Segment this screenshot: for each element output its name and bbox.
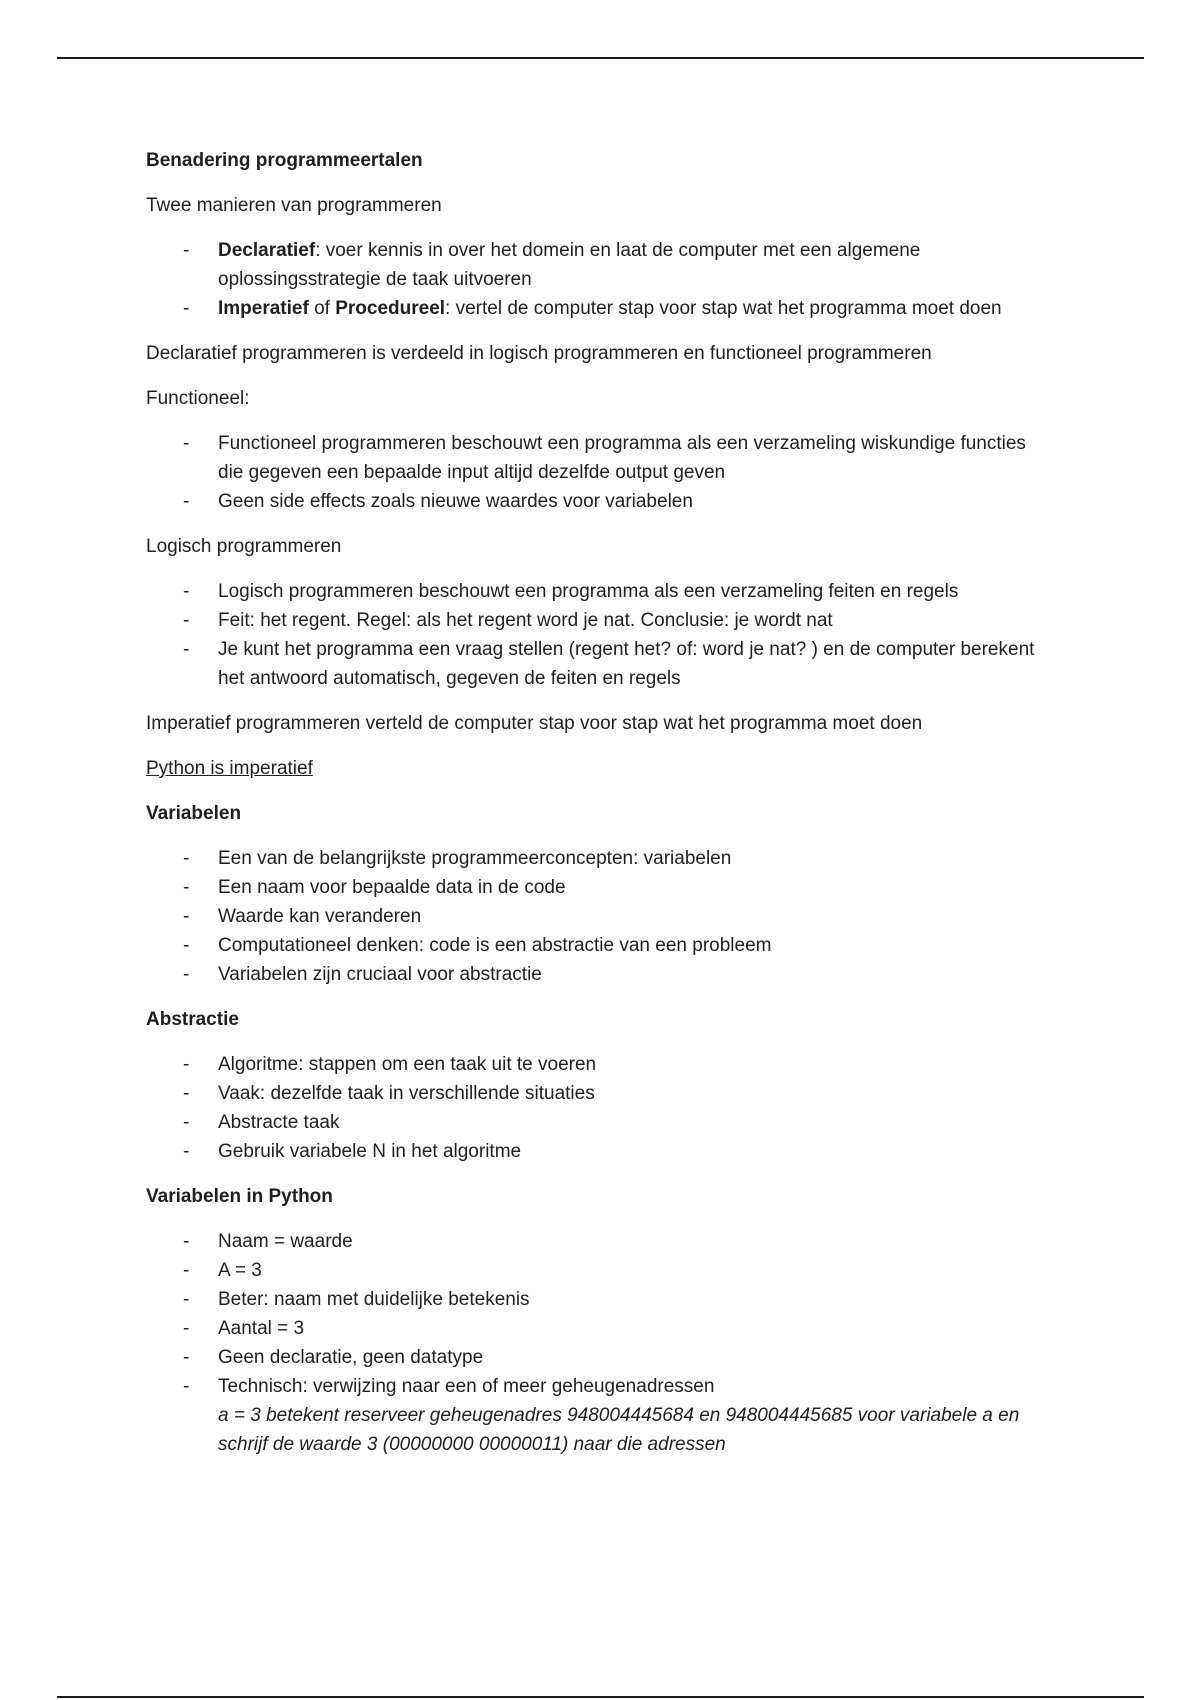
term-procedureel: Procedureel (335, 298, 446, 319)
python-imperatief: Python is imperatief (146, 758, 313, 779)
logisch-label: Logisch programmeren (146, 536, 342, 557)
list-item: - Je kunt het programma een vraag stellen (regent het? of: word je nat? ) en de computer berekent het antwoord automatisch, gegeven de feiten en regels (146, 635, 1046, 693)
intro-two-ways: Twee manieren van programmeren (146, 195, 442, 216)
list-item: - Naam = waarde (146, 1227, 1046, 1256)
list-item: - A = 3 (146, 1256, 1046, 1285)
technisch-example: a = 3 betekent reserveer geheugenadres 948004445684 en 948004445685 voor variabele a en schrijf de waarde 3 (00000000 00000011) naar die adressen (218, 1405, 1020, 1455)
list-item: - Een van de belangrijkste programmeerconcepten: variabelen (146, 844, 1046, 873)
bottom-rule (57, 1696, 1144, 1698)
list-item: - Vaak: dezelfde taak in verschillende situaties (146, 1079, 1046, 1108)
section-title-variabelen: Variabelen (146, 803, 242, 824)
imperatief-text: : vertel de computer stap voor stap wat het programma moet doen (445, 298, 1002, 319)
document-body (146, 146, 1046, 1475)
abstractie-list (146, 1050, 1046, 1166)
functioneel-list (146, 429, 1046, 516)
term-declaratief: Declaratief (218, 240, 316, 261)
variabelen-list (146, 844, 1046, 989)
list-item: - Functioneel programmeren beschouwt een programma als een verzameling wiskundige functies die gegeven een bepaalde input altijd dezelfde output geven (146, 429, 1046, 487)
list-item: - Computationeel denken: code is een abstractie van een probleem (146, 931, 1046, 960)
list-item: - Geen side effects zoals nieuwe waardes voor variabelen (146, 487, 1046, 516)
list-item: - Een naam voor bepaalde data in de code (146, 873, 1046, 902)
python-list (146, 1227, 1046, 1459)
term-imperatief: Imperatief (218, 298, 309, 319)
functioneel-label: Functioneel: (146, 388, 250, 409)
connector-of: of (308, 298, 336, 319)
list-item-imperatief (146, 294, 1046, 323)
imperatief-summary: Imperatief programmeren verteld de computer stap voor stap wat het programma moet doen (146, 713, 923, 734)
technisch-text: Technisch: verwijzing naar een of meer geheugenadressen (218, 1376, 715, 1397)
list-item-declaratief (146, 236, 1046, 294)
list-item: - Waarde kan veranderen (146, 902, 1046, 931)
declaratief-split: Declaratief programmeren is verdeeld in logisch programmeren en functioneel programmeren (146, 343, 932, 364)
list-item: - Gebruik variabele N in het algoritme (146, 1137, 1046, 1166)
list-item-technisch (146, 1372, 1046, 1459)
list-item: - Beter: naam met duidelijke betekenis (146, 1285, 1046, 1314)
list-item: - Aantal = 3 (146, 1314, 1046, 1343)
approaches-list (146, 236, 1046, 323)
list-item: - Feit: het regent. Regel: als het regent word je nat. Conclusie: je wordt nat (146, 606, 1046, 635)
list-item: - Abstracte taak (146, 1108, 1046, 1137)
section-title-python: Variabelen in Python (146, 1186, 333, 1207)
logisch-list (146, 577, 1046, 693)
section-title-abstractie: Abstractie (146, 1009, 239, 1030)
list-item: - Logisch programmeren beschouwt een programma als een verzameling feiten en regels (146, 577, 1046, 606)
list-item: - Algoritme: stappen om een taak uit te voeren (146, 1050, 1046, 1079)
list-item: - Geen declaratie, geen datatype (146, 1343, 1046, 1372)
top-rule (57, 57, 1144, 59)
section-title-benadering: Benadering programmeertalen (146, 150, 423, 171)
list-item: - Variabelen zijn cruciaal voor abstractie (146, 960, 1046, 989)
declaratief-text: : voer kennis in over het domein en laat de computer met een algemene oplossingsstrategie de taak uitvoeren (218, 240, 921, 290)
